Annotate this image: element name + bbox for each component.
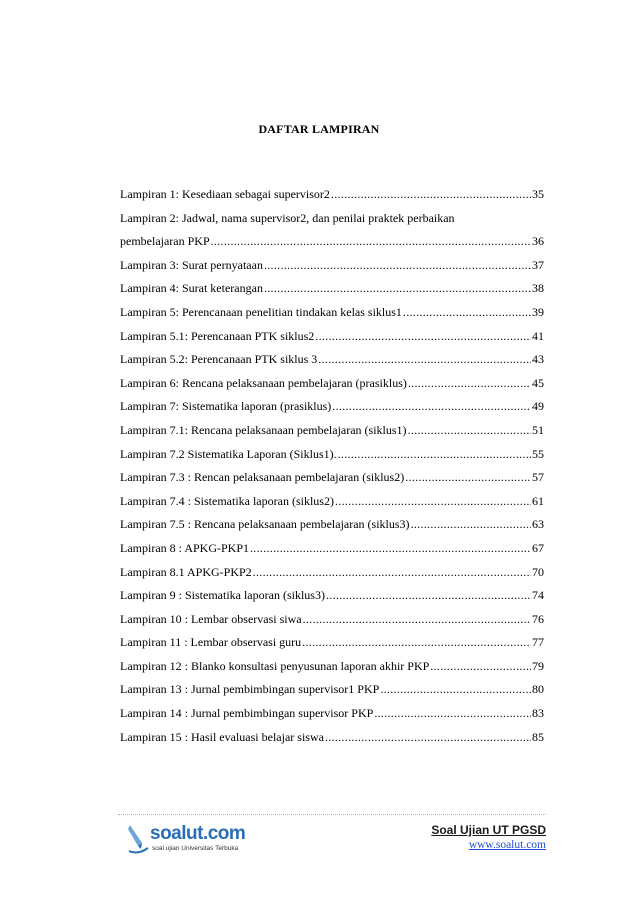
dot-leader bbox=[408, 372, 531, 396]
dot-leader bbox=[408, 419, 531, 443]
dot-leader bbox=[303, 608, 531, 632]
toc-entry bbox=[120, 561, 544, 585]
toc-entry-label: Lampiran 10 : Lembar observasi siwa bbox=[120, 611, 302, 626]
dot-leader bbox=[430, 655, 531, 679]
toc-entry-label: Lampiran 4: Surat keterangan bbox=[120, 281, 263, 296]
dot-leader bbox=[326, 584, 531, 608]
dot-leader bbox=[335, 490, 531, 514]
toc-entry-label: Lampiran 7.1: Rencana pelaksanaan pembelajaran (siklus1) bbox=[120, 422, 407, 437]
toc-entry bbox=[120, 348, 544, 372]
toc-entry-label: Lampiran 1: Kesediaan sebagai supervisor2 bbox=[120, 187, 330, 201]
dot-leader bbox=[405, 466, 531, 490]
toc-entry bbox=[120, 230, 544, 254]
dot-leader bbox=[374, 702, 531, 726]
toc-entry-label: Lampiran 13 : Jurnal pembimbingan supervisor1 PKP bbox=[120, 682, 380, 697]
toc-entry-label: Lampiran 7.5 : Rencana pelaksanaan pembelajaran (siklus3) bbox=[120, 517, 410, 532]
toc-page-number: 85 bbox=[532, 729, 544, 744]
toc-entry-label: Lampiran 5: Perencanaan penelitian tindakan kelas siklus1 bbox=[120, 304, 402, 319]
toc-page-number: 55 bbox=[532, 446, 544, 461]
toc-entry bbox=[120, 183, 544, 207]
toc-page-number: 45 bbox=[532, 375, 544, 390]
toc-entry bbox=[120, 678, 544, 702]
toc-entry-label: pembelajaran PKP bbox=[120, 234, 210, 249]
appendix-list bbox=[120, 183, 544, 749]
toc-entry-label: Lampiran 3: Surat pernyataan bbox=[120, 257, 263, 272]
toc-entry bbox=[120, 702, 544, 726]
toc-entry bbox=[120, 419, 544, 443]
dot-leader bbox=[325, 726, 531, 750]
toc-entry-label: Lampiran 15 : Hasil evaluasi belajar siswa bbox=[120, 729, 324, 744]
toc-entry-label: Lampiran 14 : Jurnal pembimbingan supervisor PKP bbox=[120, 706, 374, 721]
dot-leader bbox=[331, 183, 531, 207]
toc-entry bbox=[120, 301, 544, 325]
toc-page-number: 38 bbox=[532, 281, 544, 296]
toc-entry-label: Lampiran 12 : Blanko konsultasi penyusunan laporan akhir PKP bbox=[120, 658, 430, 673]
toc-page-number: 41 bbox=[532, 328, 544, 343]
dot-leader bbox=[403, 301, 531, 325]
pencil-logo-icon bbox=[126, 821, 152, 857]
dot-leader bbox=[250, 537, 531, 561]
toc-entry-label: Lampiran 9 : Sistematika laporan (siklus3) bbox=[120, 588, 325, 603]
toc-page-number: 76 bbox=[532, 611, 544, 626]
toc-entry-label: Lampiran 5.2: Perencanaan PTK siklus 3 bbox=[120, 352, 318, 367]
dot-leader bbox=[380, 678, 531, 702]
toc-page-number: 37 bbox=[532, 257, 544, 272]
toc-entry bbox=[120, 608, 544, 632]
dot-leader bbox=[338, 443, 531, 467]
dot-leader bbox=[315, 325, 531, 349]
toc-entry bbox=[120, 513, 544, 537]
toc-page-number: 67 bbox=[532, 540, 544, 555]
page-title: DAFTAR LAMPIRAN bbox=[258, 122, 380, 136]
toc-page-number: 70 bbox=[532, 564, 544, 579]
dot-leader bbox=[318, 348, 531, 372]
toc-entry-label: Lampiran 5.1: Perencanaan PTK siklus2 bbox=[120, 328, 315, 343]
toc-page-number: 61 bbox=[532, 493, 544, 508]
toc-page-number: 49 bbox=[532, 399, 544, 414]
toc-page-number: 80 bbox=[532, 682, 544, 697]
toc-entry-label: Lampiran 7.2 Sistematika Laporan (Siklus1). bbox=[120, 446, 337, 461]
toc-page-number: 35 bbox=[532, 187, 544, 201]
toc-entry bbox=[120, 395, 544, 419]
toc-entry bbox=[120, 490, 544, 514]
toc-entry bbox=[120, 631, 544, 655]
toc-entry bbox=[120, 726, 544, 750]
logo-wordmark: soalut.com bbox=[150, 823, 246, 844]
footer-divider bbox=[118, 814, 546, 815]
toc-entry bbox=[120, 537, 544, 561]
dot-leader bbox=[211, 230, 531, 254]
toc-entry bbox=[120, 655, 544, 679]
soalut-logo bbox=[126, 821, 266, 857]
dot-leader bbox=[411, 513, 531, 537]
toc-entry bbox=[120, 466, 544, 490]
toc-page-number: 57 bbox=[532, 470, 544, 485]
toc-page-number: 39 bbox=[532, 304, 544, 319]
toc-page-number: 36 bbox=[532, 234, 544, 249]
dot-leader bbox=[264, 277, 531, 301]
toc-page-number: 77 bbox=[532, 635, 544, 650]
toc-entry bbox=[120, 254, 544, 278]
logo-tagline: soal ujian Universitas Terbuka bbox=[152, 845, 239, 852]
dot-leader bbox=[302, 631, 531, 655]
footer-title: Soal Ujian UT PGSD bbox=[431, 823, 546, 837]
toc-entry bbox=[120, 325, 544, 349]
toc-entry-label: Lampiran 7: Sistematika laporan (prasiklus) bbox=[120, 399, 332, 414]
toc-entry bbox=[120, 584, 544, 608]
toc-page-number: 43 bbox=[532, 352, 544, 367]
toc-entry-label: Lampiran 11 : Lembar observasi guru bbox=[120, 635, 302, 650]
dot-leader bbox=[253, 561, 531, 585]
toc-page-number: 79 bbox=[532, 658, 544, 673]
toc-page-number: 74 bbox=[532, 588, 544, 603]
toc-entry-label: Lampiran 7.3 : Rencan pelaksanaan pembelajaran (siklus2) bbox=[120, 470, 405, 485]
toc-page-number: 51 bbox=[532, 422, 544, 437]
toc-entry-label: Lampiran 8.1 APKG-PKP2 bbox=[120, 564, 252, 579]
toc-entry bbox=[120, 372, 544, 396]
dot-leader bbox=[264, 254, 531, 278]
toc-entry-label: Lampiran 2: Jadwal, nama supervisor2, dan penilai praktek perbaikan bbox=[120, 210, 455, 225]
toc-entry-label: Lampiran 6: Rencana pelaksanaan pembelajaran (prasiklus) bbox=[120, 375, 407, 390]
dot-leader bbox=[332, 395, 531, 419]
footer-link[interactable]: www.soalut.com bbox=[468, 839, 546, 851]
toc-entry-label: Lampiran 7.4 : Sistematika laporan (siklus2) bbox=[120, 493, 334, 508]
toc-entry-label: Lampiran 8 : APKG-PKP1 bbox=[120, 540, 249, 555]
toc-page-number: 63 bbox=[532, 517, 544, 532]
toc-entry bbox=[120, 277, 544, 301]
toc-page-number: 83 bbox=[532, 706, 544, 721]
toc-entry bbox=[120, 443, 544, 467]
